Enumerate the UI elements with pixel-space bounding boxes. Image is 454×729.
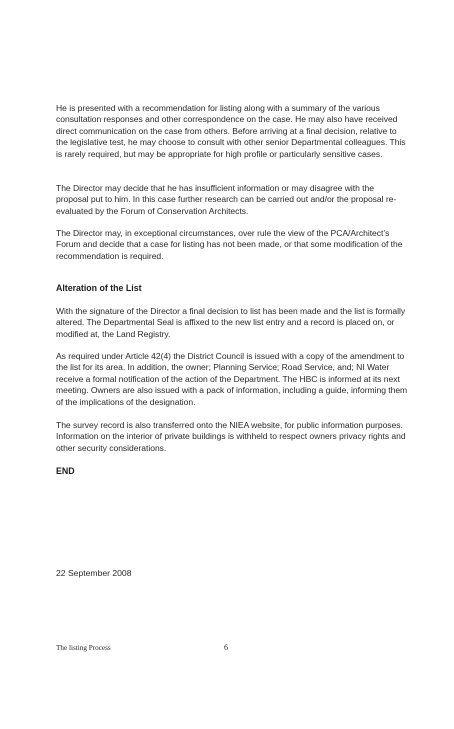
end-marker: END — [56, 466, 75, 476]
page-number: 6 — [224, 643, 228, 652]
paragraph-director-disagree: The Director may decide that he has insufficient information or may disagree with the proposal put to him. In this case further research can be carried out and/or the proposal re-evaluated by the Forum of Conservation Architects. — [56, 183, 397, 216]
paragraph-signature-seal: With the signature of the Director a final decision to list has been made and the list is formally altered. The Departmental Seal is affixed to the new list entry and a record is placed on, or modified at, the Land Registry. — [56, 306, 406, 339]
paragraph-director-overrule: The Director may, in exceptional circumstances, over rule the view of the PCA/Architect’s Forum and decide that a case for listing has not been made, or that some modification of the recommendation is required. — [56, 228, 403, 261]
paragraph-director-recommendation: He is presented with a recommendation for listing along with a summary of the various consultation responses and other correspondence on the case. He may also have received direct communication on the case from others. Before arriving at a final decision, relative to the legislative test, he may choose to consult with other senior Departmental colleagues. This is rarely required, but may be appropriate for high profile or particularly sensitive cases. — [56, 103, 406, 159]
footer-title: The listing Process — [56, 644, 111, 652]
paragraph-district-council: As required under Article 42(4) the District Council is issued with a copy of the amendment to the list for its area. In addition, the owner; Planning Service; Road Service, and; NI Water receive a formal notification of the action of the Department. The HBC is informed at its next meeting. Owners are also issued with a pack of information, including a guide, informing them of the implications of the designation. — [56, 351, 408, 407]
paragraph-survey-record: The survey record is also transferred onto the NIEA website, for public information purposes. Information on the interior of private buildings is withheld to respect owners privacy rights and other security considerations. — [56, 420, 406, 453]
section-heading-alteration: Alteration of the List — [56, 283, 142, 293]
document-date: 22 September 2008 — [56, 568, 132, 578]
